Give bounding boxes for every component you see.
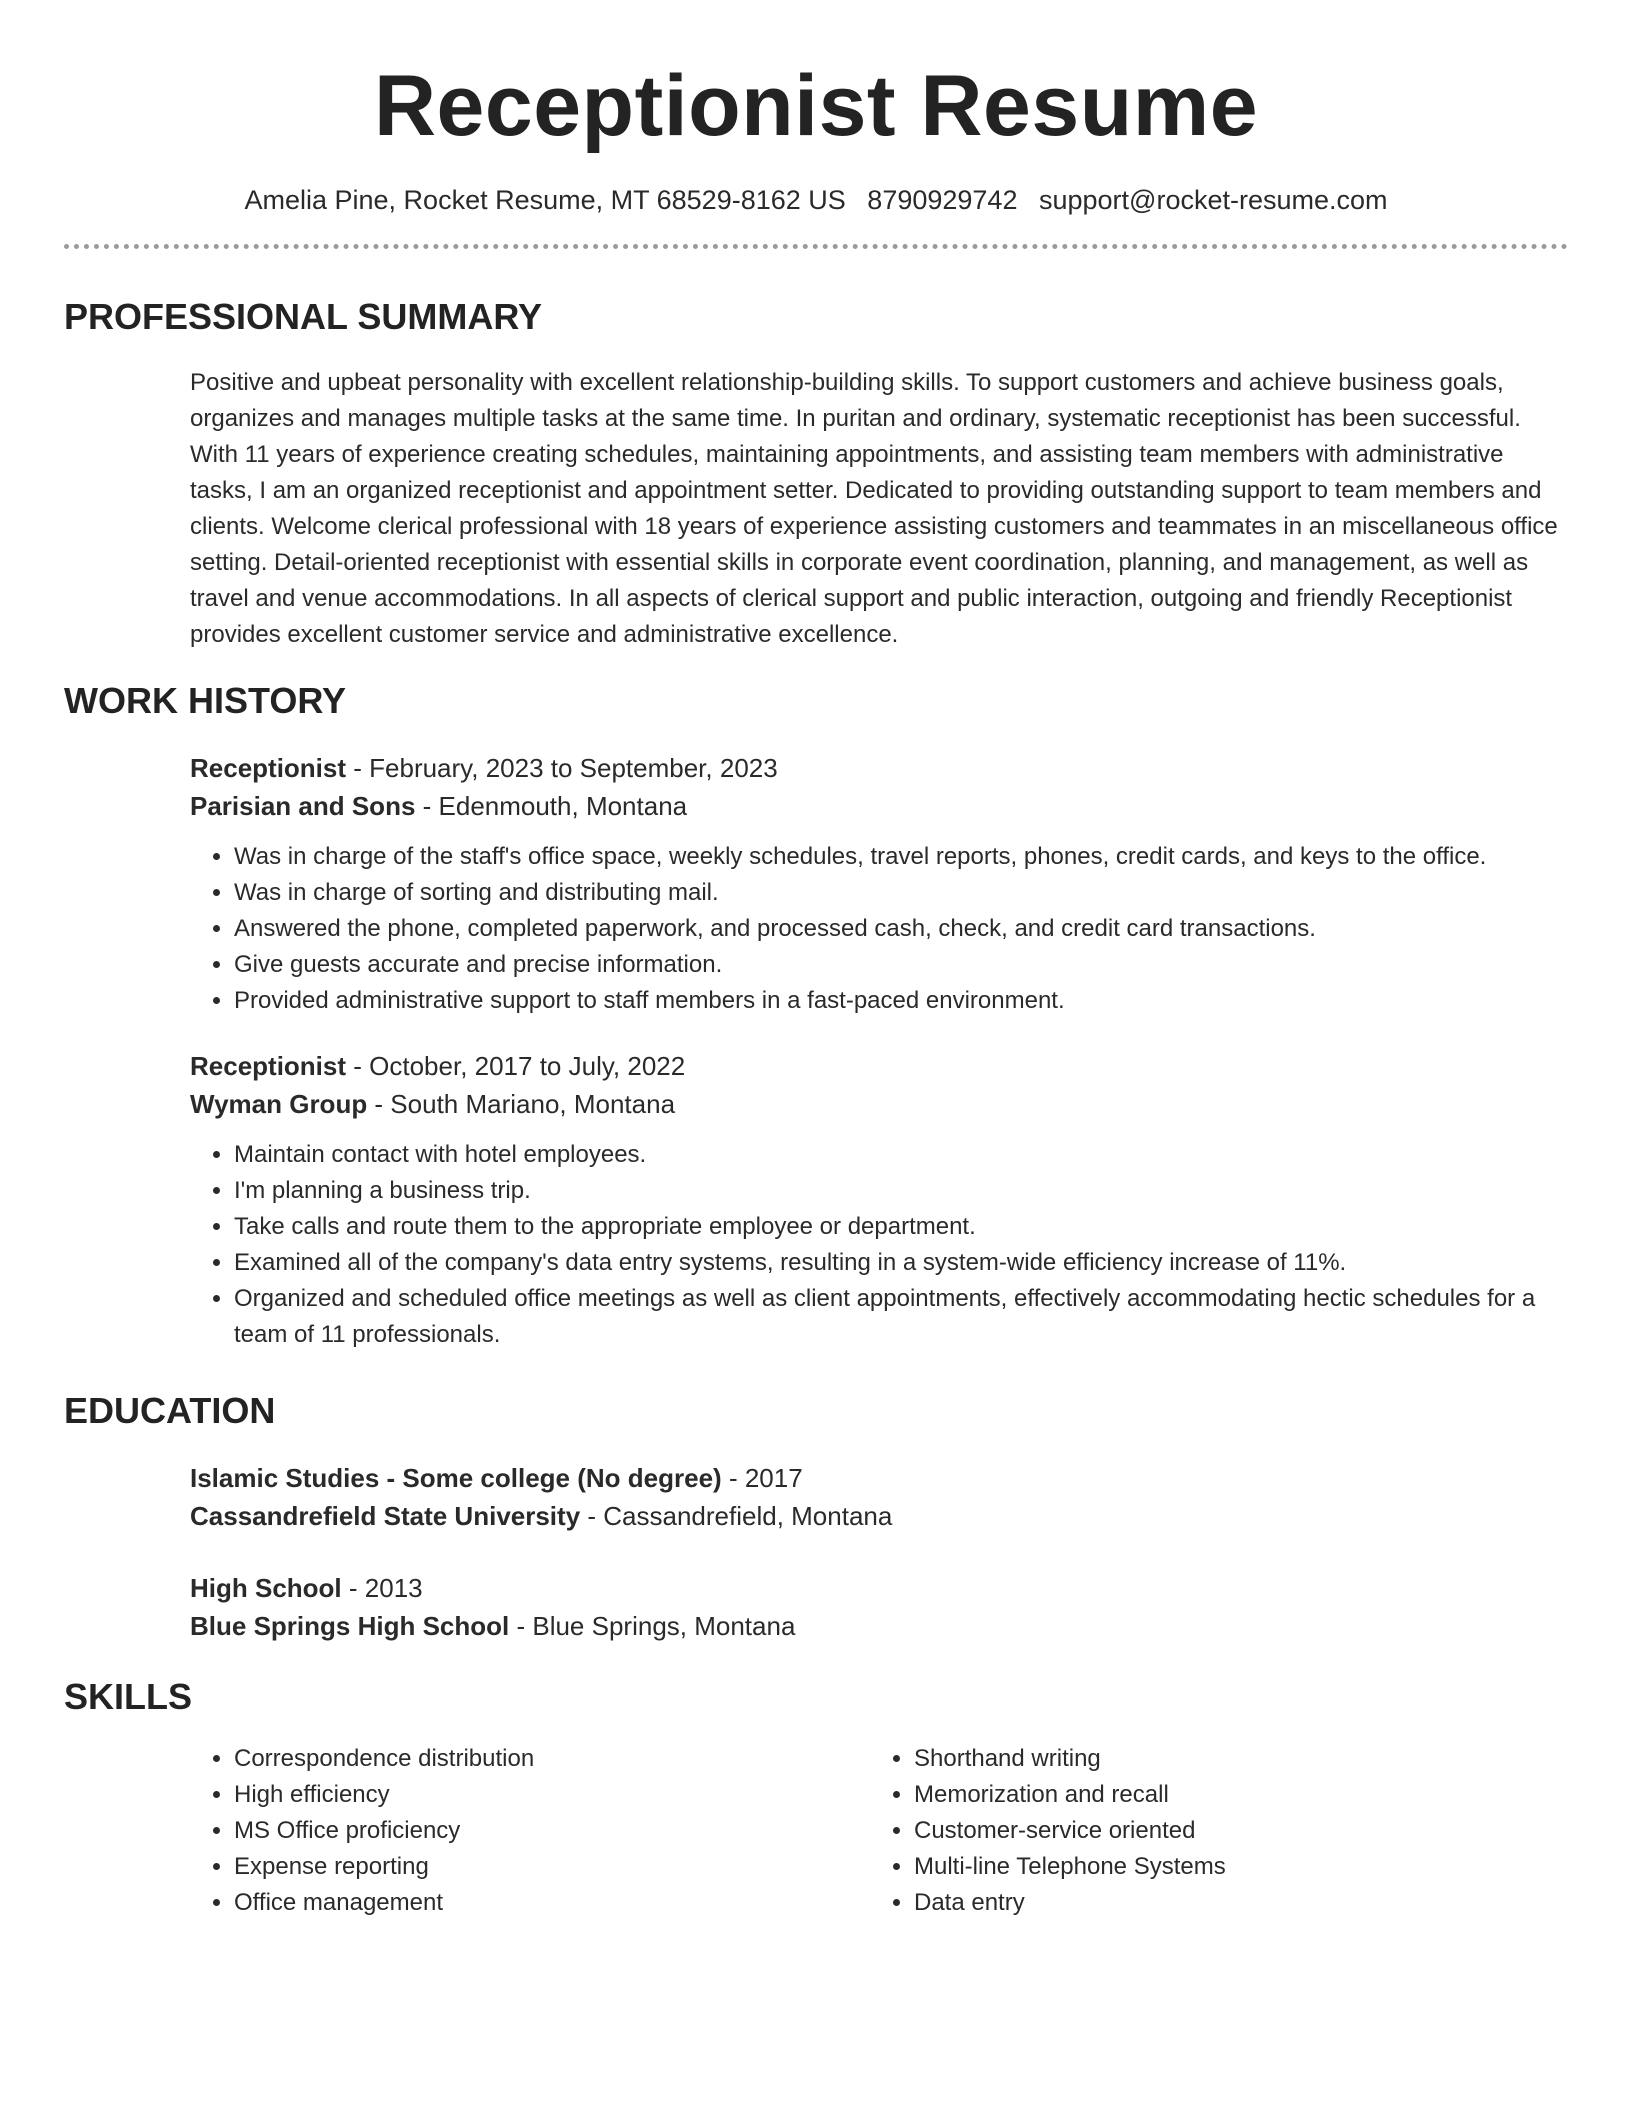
job-dates: - October, 2017 to July, 2022 (346, 1051, 686, 1081)
degree-line (190, 1459, 1568, 1497)
education-heading: EDUCATION (64, 1390, 276, 1431)
skills-column-right (870, 1741, 1550, 1921)
degree-year: - 2013 (341, 1573, 423, 1603)
job-entry (190, 1047, 1568, 1353)
job-company-line (190, 787, 1568, 825)
job-bullet: • Give guests accurate and precise information. (234, 947, 1568, 983)
job-bullet: • Take calls and route them to the appropriate employee or department. (234, 1209, 1568, 1245)
work-history-heading: WORK HISTORY (64, 680, 347, 721)
job-bullets (190, 839, 1568, 1019)
skills-grid (190, 1741, 1568, 1921)
school-location: - Blue Springs, Montana (509, 1611, 796, 1641)
job-title-line (190, 1047, 1568, 1085)
job-title: Receptionist (190, 753, 347, 783)
contact-line (64, 182, 1568, 218)
job-company: Wyman Group (190, 1089, 368, 1119)
school-name: Cassandrefield State University (190, 1501, 581, 1531)
degree: Islamic Studies - Some college (No degree) (190, 1463, 722, 1493)
job-bullet: • Organized and scheduled office meetings as well as client appointments, effectively accommodating hectic schedules for a team of 11 professionals. (234, 1281, 1568, 1353)
job-bullet: • Answered the phone, completed paperwork, and processed cash, check, and credit card transactions. (234, 911, 1568, 947)
skills-heading: SKILLS (64, 1676, 193, 1717)
job-bullet: • Maintain contact with hotel employees. (234, 1137, 1568, 1173)
job-bullet: • Was in charge of the staff's office space, weekly schedules, travel reports, phones, credit cards, and keys to the office. (234, 839, 1568, 875)
skills-column-left (190, 1741, 870, 1921)
contact-phone: 8790929742 (867, 185, 1018, 215)
job-bullet: • Was in charge of sorting and distributing mail. (234, 875, 1568, 911)
education-entry (190, 1459, 1568, 1535)
skill-item: • MS Office proficiency (234, 1813, 870, 1849)
skill-item: • Expense reporting (234, 1849, 870, 1885)
summary-text: Positive and upbeat personality with excellent relationship-building skills. To support customers and achieve business goals, organizes and manages multiple tasks at the same time. In puritan and ordinary, systematic receptionist has been successful. With 11 years of experience creating schedules, maintaining appointments, and assisting team members with administrative tasks, I am an organized receptionist and appointment setter. Dedicated to providing outstanding support to team members and clients. Welcome clerical professional with 18 years of experience assisting customers and teammates in an miscellaneous office setting. Detail-oriented receptionist with essential skills in corporate event coordination, planning, and management, as well as travel and venue accommodations. In all aspects of clerical support and public interaction, outgoing and friendly Receptionist provides excellent customer service and administrative excellence. (190, 369, 1558, 648)
skill-item: • Customer-service oriented (914, 1813, 1550, 1849)
job-bullet: • Examined all of the company's data entry systems, resulting in a system-wide efficiency increase of 11%. (234, 1245, 1568, 1281)
school-line (190, 1497, 1568, 1535)
job-location: - Edenmouth, Montana (415, 791, 688, 821)
resume-title: Receptionist Resume (373, 58, 1259, 154)
job-entry (190, 749, 1568, 1019)
degree-year: - 2017 (721, 1463, 803, 1493)
job-dates: - February, 2023 to September, 2023 (346, 753, 778, 783)
job-title-line (190, 749, 1568, 787)
school-location: - Cassandrefield, Montana (580, 1501, 893, 1531)
work-history-list (190, 749, 1568, 1353)
education-list (190, 1459, 1568, 1645)
skill-item: • Office management (234, 1885, 870, 1921)
skill-item: • High efficiency (234, 1777, 870, 1813)
summary-heading: PROFESSIONAL SUMMARY (64, 296, 543, 337)
job-bullets (190, 1137, 1568, 1353)
school-name: Blue Springs High School (190, 1611, 510, 1641)
resume-page (64, 0, 1568, 1921)
job-bullet: • I'm planning a business trip. (234, 1173, 1568, 1209)
job-location: - South Mariano, Montana (367, 1089, 676, 1119)
job-title: Receptionist (190, 1051, 347, 1081)
skill-item: • Correspondence distribution (234, 1741, 870, 1777)
skill-item: • Data entry (914, 1885, 1550, 1921)
degree-line (190, 1569, 1568, 1607)
job-bullet: • Provided administrative support to staff members in a fast-paced environment. (234, 983, 1568, 1019)
skill-item: • Multi-line Telephone Systems (914, 1849, 1550, 1885)
school-line (190, 1607, 1568, 1645)
job-company: Parisian and Sons (190, 791, 416, 821)
job-company-line (190, 1085, 1568, 1123)
skill-item: • Shorthand writing (914, 1741, 1550, 1777)
contact-email: support@rocket-resume.com (1038, 185, 1388, 215)
education-entry (190, 1569, 1568, 1645)
header-divider (64, 244, 1568, 249)
degree: High School (190, 1573, 342, 1603)
contact-address: Amelia Pine, Rocket Resume, MT 68529-8162 US (244, 185, 846, 215)
skill-item: • Memorization and recall (914, 1777, 1550, 1813)
